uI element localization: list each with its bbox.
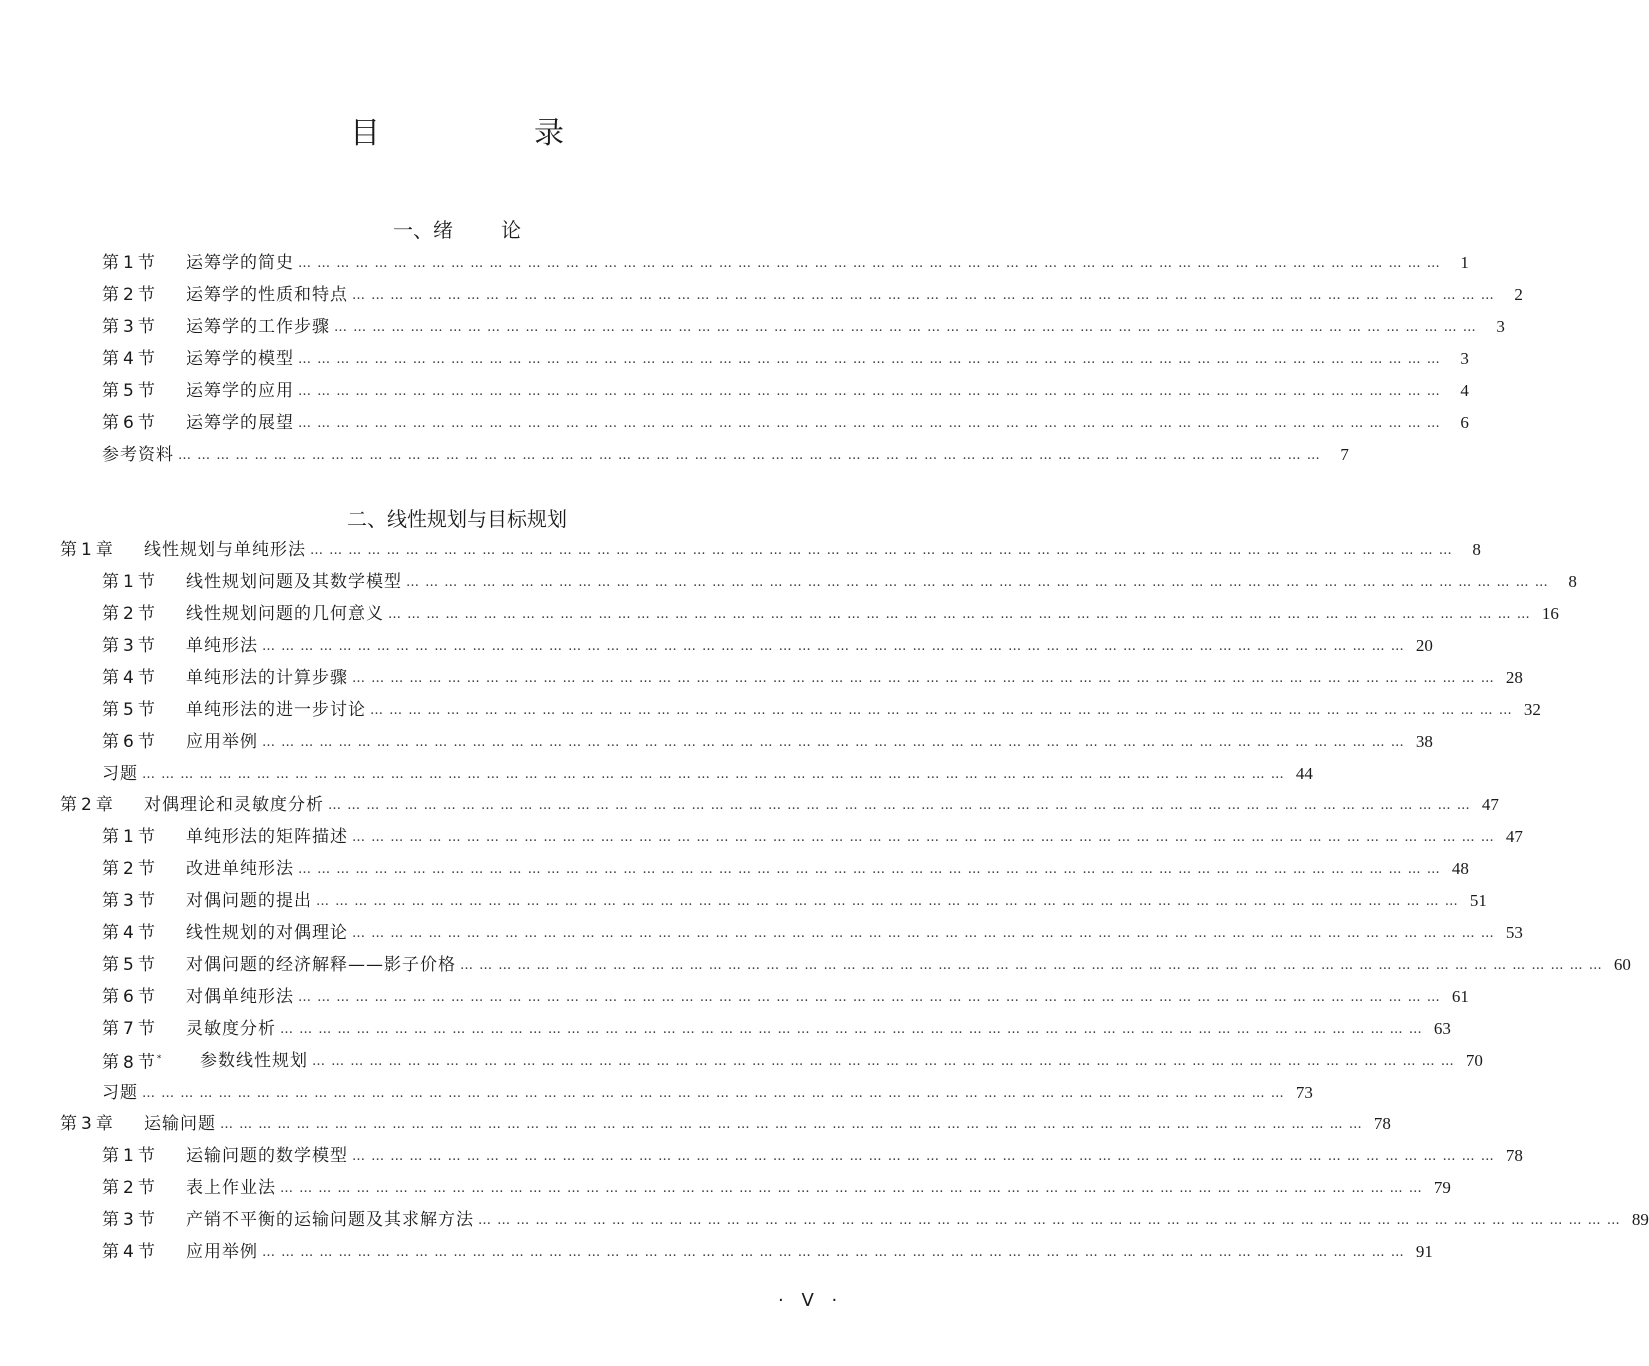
toc-entry-number — [102, 885, 186, 917]
toc-entry-title: 对偶单纯形法 — [186, 987, 294, 1007]
toc-entry-unit: 节 — [137, 859, 155, 879]
dot-leader: … … … … … … … … … … … … … … … … … … … … … … … … … … … … … … … … … … … … … … … … … … … … … … … … … … … … … … … … … … … … — [406, 575, 1549, 590]
toc-entry-page: 78 — [1373, 1114, 1391, 1133]
toc-entry-number — [102, 375, 186, 407]
toc-entry-unit: 节 — [137, 827, 155, 847]
toc-entry-index: 1 — [123, 827, 134, 847]
toc-entry-prefix: 第 — [60, 540, 77, 560]
toc-entry-title: 运筹学的展望 — [186, 413, 294, 433]
dot-leader: … … … … … … … … … … … … … … … … … … … … … … … … … … … … … … … … … … … … … … … … … … … … … … … … … … … … … … … … … … … … — [310, 543, 1453, 558]
toc-entry-unit: 节 — [137, 923, 155, 943]
toc-section-entry[interactable] — [102, 1204, 1649, 1236]
part-heading-introduction — [0, 216, 914, 244]
toc-entry-prefix: 第 — [102, 732, 119, 752]
toc-entry-number — [102, 1172, 186, 1204]
toc-entry-title: 产销不平衡的运输问题及其求解方法 — [186, 1210, 474, 1230]
dot-leader: … … … … … … … … … … … … … … … … … … … … … … … … … … … … … … … … … … … … … … … … … … … … … … … … … … … … … … … … … … … … — [178, 448, 1321, 463]
toc-entry-index: 4 — [123, 349, 134, 369]
toc-entry-unit: 节 — [137, 285, 155, 305]
toc-entry-index: 2 — [123, 285, 134, 305]
toc-entry-page: 89 — [1631, 1210, 1649, 1229]
toc-entry-unit: 节 — [137, 253, 155, 273]
toc-entry-index: 3 — [123, 636, 134, 656]
toc-entry-index: 2 — [123, 1178, 134, 1198]
toc-entry-number — [60, 1108, 144, 1140]
toc-section-entry[interactable] — [102, 598, 1559, 630]
toc-entry-index: 3 — [123, 1210, 134, 1230]
toc-entry-index: 1 — [123, 1146, 134, 1166]
toc-entry-prefix: 第 — [102, 1146, 119, 1166]
toc-entry-page: 1 — [1460, 253, 1469, 272]
toc-entry-title: 习题 — [102, 764, 138, 784]
dot-leader: … … … … … … … … … … … … … … … … … … … … … … … … … … … … … … … … … … … … … … … … … … … … … … … … … … … … … … … … … … … … — [142, 767, 1285, 782]
toc-section-entry[interactable] — [102, 821, 1523, 853]
toc-entry-number — [102, 1013, 186, 1045]
toc-entry-prefix: 第 — [102, 668, 119, 688]
toc-entry-prefix: 第 — [102, 1052, 119, 1073]
dot-leader: … … … … … … … … … … … … … … … … … … … … … … … … … … … … … … … … … … … … … … … … … … … … … … … … … … … … … … … … … … … … — [352, 671, 1495, 686]
toc-entry-unit: 节 — [137, 1146, 155, 1166]
toc-entry-prefix: 第 — [102, 1210, 119, 1230]
toc-entry-unit: 节 — [137, 1242, 155, 1262]
toc-entry-page: 8 — [1472, 540, 1481, 559]
toc-entry-index: 4 — [123, 668, 134, 688]
toc-entry-title: 参数线性规划 — [200, 1051, 308, 1071]
toc-section-entry[interactable] — [102, 375, 1469, 407]
toc-section-entry[interactable] — [102, 566, 1577, 598]
toc-entry-page: 32 — [1523, 700, 1541, 719]
toc-entry-title: 对偶问题的提出 — [186, 891, 312, 911]
toc-entry-index: 7 — [123, 1019, 134, 1039]
toc-entry-unit: 节 — [137, 700, 155, 720]
toc-entry-number — [102, 566, 186, 598]
toc-entry-number — [102, 821, 186, 853]
toc-entry-index: 5 — [123, 700, 134, 720]
dot-leader: … … … … … … … … … … … … … … … … … … … … … … … … … … … … … … … … … … … … … … … … … … … … … … … … … … … … … … … … … … … … — [280, 1181, 1423, 1196]
part-heading-linear-programming: 二、线性规划与目标规划 — [347, 507, 567, 531]
toc-entry-title: 灵敏度分析 — [186, 1019, 276, 1039]
toc-section-entry[interactable] — [102, 439, 1349, 471]
toc-entry-page: 2 — [1514, 285, 1523, 304]
dot-leader: … … … … … … … … … … … … … … … … … … … … … … … … … … … … … … … … … … … … … … … … … … … … … … … … … … … … … … … … … … … … — [220, 1117, 1363, 1132]
dot-leader: … … … … … … … … … … … … … … … … … … … … … … … … … … … … … … … … … … … … … … … … … … … … … … … … … … … … … … … … … … … … — [352, 1149, 1495, 1164]
dot-leader: … … … … … … … … … … … … … … … … … … … … … … … … … … … … … … … … … … … … … … … … … … … … … … … … … … … … … … … … … … … … — [298, 352, 1441, 367]
toc-entry-index: 3 — [123, 891, 134, 911]
toc-entry-number — [102, 1236, 186, 1268]
toc-entry-page: 63 — [1433, 1019, 1451, 1038]
toc-entry-prefix: 第 — [102, 572, 119, 592]
toc-section-entry[interactable] — [102, 247, 1469, 279]
toc-section-entry[interactable] — [102, 1077, 1313, 1109]
dot-leader: … … … … … … … … … … … … … … … … … … … … … … … … … … … … … … … … … … … … … … … … … … … … … … … … … … … … … … … … … … … … — [298, 416, 1441, 431]
toc-entry-number — [102, 279, 186, 311]
toc-entry-number — [102, 853, 186, 885]
toc-entry-page: 20 — [1415, 636, 1433, 655]
toc-section-entry[interactable] — [102, 343, 1469, 375]
toc-entry-title: 参考资料 — [102, 445, 174, 465]
toc-entry-title: 习题 — [102, 1083, 138, 1103]
toc-entry-prefix: 第 — [102, 1019, 119, 1039]
toc-entry-page: 28 — [1505, 668, 1523, 687]
toc-entry-number — [102, 1204, 186, 1236]
toc-entry-page: 48 — [1451, 859, 1469, 878]
toc-section-entry[interactable] — [102, 853, 1469, 885]
dot-leader: … … … … … … … … … … … … … … … … … … … … … … … … … … … … … … … … … … … … … … … … … … … … … … … … … … … … … … … … … … … … — [478, 1213, 1621, 1228]
dot-leader: … … … … … … … … … … … … … … … … … … … … … … … … … … … … … … … … … … … … … … … … … … … … … … … … … … … … … … … … … … … … — [298, 384, 1441, 399]
toc-entry-page: 78 — [1505, 1146, 1523, 1165]
toc-entry-prefix: 第 — [102, 1242, 119, 1262]
toc-entry-unit: 节 — [137, 668, 155, 688]
page-number: · V · — [778, 1290, 844, 1311]
toc-section-entry[interactable] — [102, 311, 1505, 343]
toc-entry-index: 3 — [81, 1114, 92, 1134]
toc-entry-prefix: 第 — [60, 795, 77, 815]
toc-entry-unit: 节 — [137, 1019, 155, 1039]
toc-entry-title: 线性规划与单纯形法 — [144, 540, 306, 560]
toc-entry-page: 16 — [1541, 604, 1559, 623]
toc-entry-prefix: 第 — [102, 349, 119, 369]
dot-leader: … … … … … … … … … … … … … … … … … … … … … … … … … … … … … … … … … … … … … … … … … … … … … … … … … … … … … … … … … … … … — [312, 1054, 1455, 1069]
toc-entry-unit: 节 — [137, 955, 155, 975]
toc-entry-prefix: 第 — [102, 700, 119, 720]
toc-entry-prefix: 第 — [102, 317, 119, 337]
dot-leader: … … … … … … … … … … … … … … … … … … … … … … … … … … … … … … … … … … … … … … … … … … … … … … … … … … … … … … … … … … … … — [262, 639, 1405, 654]
toc-entry-title: 对偶问题的经济解释——影子价格 — [186, 955, 456, 975]
toc-entry-title: 线性规划问题的几何意义 — [186, 604, 384, 624]
dot-leader: … … … … … … … … … … … … … … … … … … … … … … … … … … … … … … … … … … … … … … … … … … … … … … … … … … … … … … … … … … … … — [352, 926, 1495, 941]
toc-entry-page: 51 — [1469, 891, 1487, 910]
toc-entry-title: 应用举例 — [186, 732, 258, 752]
toc-entry-title: 运筹学的模型 — [186, 349, 294, 369]
toc-entry-prefix: 第 — [102, 827, 119, 847]
dot-leader: … … … … … … … … … … … … … … … … … … … … … … … … … … … … … … … … … … … … … … … … … … … … … … … … … … … … … … … … … … … … — [352, 288, 1495, 303]
toc-section-entry[interactable] — [102, 407, 1469, 439]
toc-entry-index: 6 — [123, 732, 134, 752]
toc-chapter-entry[interactable] — [60, 534, 1481, 566]
toc-section-entry[interactable] — [102, 662, 1523, 694]
toc-entry-title: 应用举例 — [186, 1242, 258, 1262]
toc-entry-number — [102, 981, 186, 1013]
toc-entry-title: 单纯形法的进一步讨论 — [186, 700, 366, 720]
toc-section-entry[interactable] — [102, 694, 1541, 726]
toc-section-entry[interactable] — [102, 1045, 1483, 1077]
toc-entry-page: 44 — [1295, 764, 1313, 783]
toc-section-entry[interactable] — [102, 917, 1523, 949]
toc-entry-number — [102, 694, 186, 726]
dot-leader: … … … … … … … … … … … … … … … … … … … … … … … … … … … … … … … … … … … … … … … … … … … … … … … … … … … … … … … … … … … … — [142, 1086, 1285, 1101]
toc-entry-page: 70 — [1465, 1051, 1483, 1070]
toc-entry-page: 8 — [1568, 572, 1577, 591]
toc-entry-unit: 节 — [137, 1052, 155, 1073]
toc-entry-index: 6 — [123, 987, 134, 1007]
toc-entry-index: 1 — [123, 253, 134, 273]
toc-entry-index: 1 — [81, 540, 92, 560]
dot-leader: … … … … … … … … … … … … … … … … … … … … … … … … … … … … … … … … … … … … … … … … … … … … … … … … … … … … … … … … … … … … — [262, 735, 1405, 750]
toc-section-entry[interactable] — [102, 279, 1523, 311]
toc-entry-index: 3 — [123, 317, 134, 337]
toc-entry-index: 8 — [123, 1052, 134, 1073]
toc-entry-title: 单纯形法的计算步骤 — [186, 668, 348, 688]
dot-leader: … … … … … … … … … … … … … … … … … … … … … … … … … … … … … … … … … … … … … … … … … … … … … … … … … … … … … … … … … … … … — [460, 958, 1603, 973]
toc-entry-page: 6 — [1460, 413, 1469, 432]
toc-entry-prefix: 第 — [102, 253, 119, 273]
toc-entry-number — [102, 311, 186, 343]
toc-entry-prefix: 第 — [102, 1178, 119, 1198]
toc-section-entry[interactable] — [102, 885, 1487, 917]
toc-entry-page: 38 — [1415, 732, 1433, 751]
toc-chapter-entry[interactable] — [60, 1108, 1391, 1140]
toc-entry-page: 7 — [1340, 445, 1349, 464]
toc-entry-title: 运输问题的数学模型 — [186, 1146, 348, 1166]
toc-entry-number — [102, 630, 186, 662]
dot-leader: … … … … … … … … … … … … … … … … … … … … … … … … … … … … … … … … … … … … … … … … … … … … … … … … … … … … … … … … … … … … — [352, 830, 1495, 845]
toc-entry-page: 47 — [1481, 795, 1499, 814]
toc-entry-number — [102, 1140, 186, 1172]
toc-section-entry[interactable] — [102, 630, 1433, 662]
toc-entry-unit: 章 — [95, 795, 113, 815]
dot-leader: … … … … … … … … … … … … … … … … … … … … … … … … … … … … … … … … … … … … … … … … … … … … … … … … … … … … … … … … … … … … — [280, 1022, 1423, 1037]
toc-entry-prefix: 第 — [102, 859, 119, 879]
toc-entry-unit: 节 — [137, 732, 155, 752]
toc-entry-page: 47 — [1505, 827, 1523, 846]
toc-entry-title: 单纯形法 — [186, 636, 258, 656]
toc-entry-index: 4 — [123, 1242, 134, 1262]
toc-entry-number — [60, 534, 144, 566]
toc-entry-index: 2 — [81, 795, 92, 815]
toc-entry-title: 运筹学的简史 — [186, 253, 294, 273]
dot-leader: … … … … … … … … … … … … … … … … … … … … … … … … … … … … … … … … … … … … … … … … … … … … … … … … … … … … … … … … … … … … — [262, 1245, 1405, 1260]
toc-entry-page: 60 — [1613, 955, 1631, 974]
toc-entry-unit: 节 — [137, 1178, 155, 1198]
toc-entry-unit: 章 — [95, 1114, 113, 1134]
toc-chapter-entry[interactable] — [60, 789, 1499, 821]
toc-entry-number — [102, 1043, 200, 1079]
dot-leader: … … … … … … … … … … … … … … … … … … … … … … … … … … … … … … … … … … … … … … … … … … … … … … … … … … … … … … … … … … … … — [334, 320, 1477, 335]
toc-entry-index: 2 — [123, 604, 134, 624]
toc-entry-number — [102, 662, 186, 694]
toc-entry-index: 5 — [123, 955, 134, 975]
toc-entry-unit: 节 — [137, 987, 155, 1007]
toc-entry-number — [102, 343, 186, 375]
toc-entry-number — [102, 917, 186, 949]
page-title: 目 录 — [350, 116, 626, 151]
toc-entry-unit: 章 — [95, 540, 113, 560]
toc-entry-title: 运筹学的工作步骤 — [186, 317, 330, 337]
toc-entry-index: 5 — [123, 381, 134, 401]
toc-entry-prefix: 第 — [102, 285, 119, 305]
toc-entry-title: 运筹学的性质和特点 — [186, 285, 348, 305]
toc-entry-page: 3 — [1460, 349, 1469, 368]
toc-entry-number — [102, 407, 186, 439]
optional-section-marker: * — [156, 1054, 162, 1065]
toc-entry-title: 对偶理论和灵敏度分析 — [144, 795, 324, 815]
toc-entry-title: 单纯形法的矩阵描述 — [186, 827, 348, 847]
dot-leader: … … … … … … … … … … … … … … … … … … … … … … … … … … … … … … … … … … … … … … … … … … … … … … … … … … … … … … … … … … … … — [298, 990, 1441, 1005]
toc-entry-title: 改进单纯形法 — [186, 859, 294, 879]
toc-entry-unit: 节 — [137, 381, 155, 401]
toc-entry-number — [102, 247, 186, 279]
toc-entry-unit: 节 — [137, 317, 155, 337]
toc-entry-page: 91 — [1415, 1242, 1433, 1261]
toc-entry-title: 线性规划的对偶理论 — [186, 923, 348, 943]
toc-entry-index: 2 — [123, 859, 134, 879]
dot-leader: … … … … … … … … … … … … … … … … … … … … … … … … … … … … … … … … … … … … … … … … … … … … … … … … … … … … … … … … … … … … — [370, 703, 1513, 718]
toc-section-entry[interactable] — [102, 758, 1313, 790]
toc-entry-page: 4 — [1460, 381, 1469, 400]
toc-entry-prefix: 第 — [102, 636, 119, 656]
toc-entry-number — [60, 789, 144, 821]
toc-entry-prefix: 第 — [102, 413, 119, 433]
toc-entry-unit: 节 — [137, 572, 155, 592]
dot-leader: … … … … … … … … … … … … … … … … … … … … … … … … … … … … … … … … … … … … … … … … … … … … … … … … … … … … … … … … … … … … — [298, 862, 1441, 877]
toc-entry-title: 运输问题 — [144, 1114, 216, 1134]
toc-entry-prefix: 第 — [102, 955, 119, 975]
toc-entry-prefix: 第 — [102, 891, 119, 911]
toc-entry-page: 3 — [1496, 317, 1505, 336]
toc-section-entry[interactable] — [102, 981, 1469, 1013]
toc-entry-unit: 节 — [137, 604, 155, 624]
toc-entry-prefix: 第 — [60, 1114, 77, 1134]
toc-entry-prefix: 第 — [102, 381, 119, 401]
toc-entry-page: 79 — [1433, 1178, 1451, 1197]
toc-entry-unit: 节 — [137, 891, 155, 911]
dot-leader: … … … … … … … … … … … … … … … … … … … … … … … … … … … … … … … … … … … … … … … … … … … … … … … … … … … … … … … … … … … … — [328, 798, 1471, 813]
toc-entry-index: 4 — [123, 923, 134, 943]
toc-entry-number — [102, 949, 186, 981]
toc-entry-unit: 节 — [137, 349, 155, 369]
toc-section-entry[interactable] — [102, 1140, 1523, 1172]
dot-leader: … … … … … … … … … … … … … … … … … … … … … … … … … … … … … … … … … … … … … … … … … … … … … … … … … … … … … … … … … … … … — [298, 256, 1441, 271]
toc-entry-prefix: 第 — [102, 987, 119, 1007]
toc-entry-title: 线性规划问题及其数学模型 — [186, 572, 402, 592]
part-heading-text: 论 — [501, 218, 521, 242]
toc-entry-unit: 节 — [137, 1210, 155, 1230]
toc-entry-prefix: 第 — [102, 923, 119, 943]
toc-entry-index: 1 — [123, 572, 134, 592]
toc-entry-unit: 节 — [137, 413, 155, 433]
toc-entry-unit: 节 — [137, 636, 155, 656]
toc-entry-prefix: 第 — [102, 604, 119, 624]
dot-leader: … … … … … … … … … … … … … … … … … … … … … … … … … … … … … … … … … … … … … … … … … … … … … … … … … … … … … … … … … … … … — [316, 894, 1459, 909]
toc-entry-title: 运筹学的应用 — [186, 381, 294, 401]
toc-section-entry[interactable] — [102, 949, 1631, 981]
toc-entry-page: 73 — [1295, 1083, 1313, 1102]
toc-entry-title: 表上作业法 — [186, 1178, 276, 1198]
toc-entry-number — [102, 726, 186, 758]
toc-section-entry[interactable] — [102, 1013, 1451, 1045]
part-heading-text: 一、绪 — [393, 218, 453, 242]
toc-entry-page: 61 — [1451, 987, 1469, 1006]
toc-section-entry[interactable] — [102, 1236, 1433, 1268]
toc-section-entry[interactable] — [102, 726, 1433, 758]
toc-entry-page: 53 — [1505, 923, 1523, 942]
toc-entry-number — [102, 598, 186, 630]
toc-entry-index: 6 — [123, 413, 134, 433]
toc-section-entry[interactable] — [102, 1172, 1451, 1204]
dot-leader: … … … … … … … … … … … … … … … … … … … … … … … … … … … … … … … … … … … … … … … … … … … … … … … … … … … … … … … … … … … … — [388, 607, 1531, 622]
